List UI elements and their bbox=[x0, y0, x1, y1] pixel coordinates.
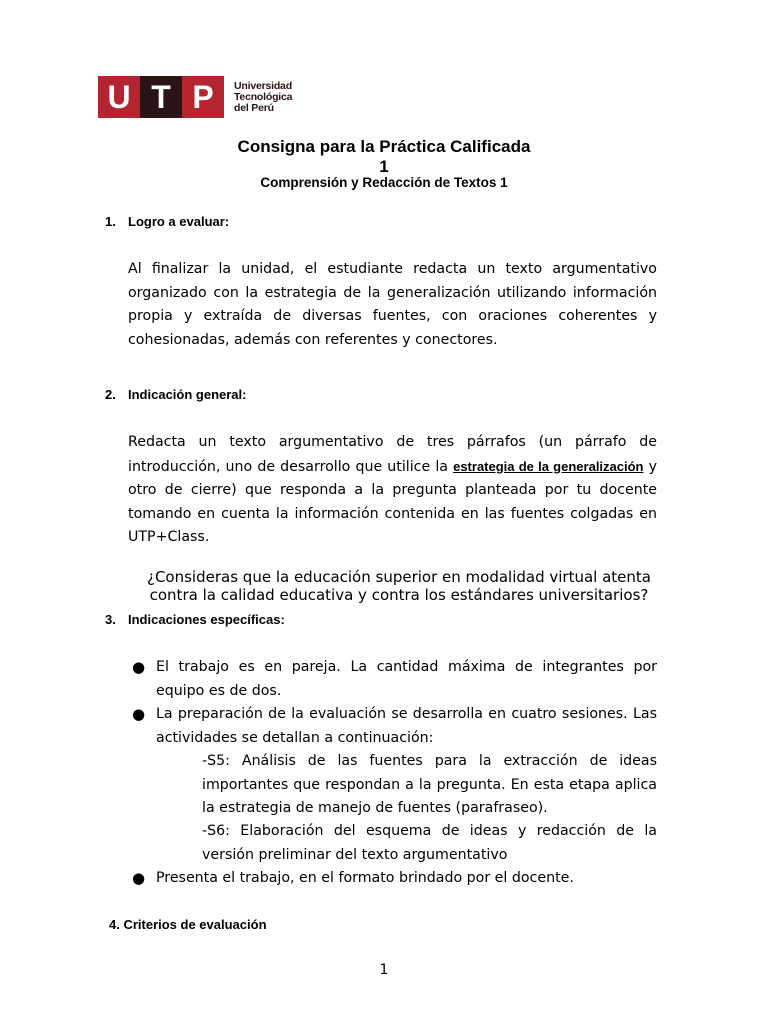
section-2-bold-strategy: estrategia de la generalización bbox=[453, 458, 644, 474]
section-2-paragraph bbox=[128, 431, 657, 550]
list-item-text: Presenta el trabajo, en el formato brindado por el docente. bbox=[156, 870, 574, 886]
logo-text-line: Tecnológica bbox=[234, 90, 293, 103]
utp-logo bbox=[98, 76, 292, 118]
section-1-paragraph: Al finalizar la unidad, el estudiante redacta un texto argumentativo organizado con la estrategia de la generalización utilizando información propia y extraída de diversas fuentes, con oraciones coherentes y cohesionadas, además con referentes y conectores. bbox=[128, 261, 657, 348]
logo-letter-t: T bbox=[140, 76, 182, 118]
section-2-title: Indicación general: bbox=[128, 387, 247, 402]
list-item bbox=[132, 867, 657, 891]
bullet-icon: ● bbox=[132, 658, 146, 676]
logo-letter-u: U bbox=[98, 76, 140, 118]
list-item bbox=[132, 656, 657, 703]
section-1-heading bbox=[105, 214, 229, 229]
section-2-heading bbox=[105, 387, 246, 402]
section-1-title: Logro a evaluar: bbox=[128, 214, 230, 229]
sub-item-s6: -S6: Elaboración del esquema de ideas y redacción de la versión preliminar del texto argumentativo bbox=[202, 823, 657, 863]
document-title-number: 1 bbox=[379, 157, 389, 176]
list-item-text: La preparación de la evaluación se desarrolla en cuatro sesiones. Las actividades se detallan a continuación: bbox=[156, 706, 657, 746]
document-title: Consigna para la Práctica Calificada bbox=[237, 137, 531, 156]
section-2-text-after: y otro de cierre) que responda a la pregunta planteada por tu docente tomando en cuenta la información contenida en las fuentes colgadas en UTP+Class. bbox=[128, 458, 658, 545]
section-1-number: 1. bbox=[105, 214, 116, 229]
document-subtitle: Comprensión y Redacción de Textos 1 bbox=[260, 175, 508, 190]
page-number: 1 bbox=[379, 962, 389, 978]
bullet-icon: ● bbox=[132, 705, 146, 723]
section-3-heading bbox=[105, 612, 285, 627]
list-item-text: El trabajo es en pareja. La cantidad máxima de integrantes por equipo es de dos. bbox=[156, 659, 657, 699]
list-item bbox=[132, 703, 657, 750]
section-2-number: 2. bbox=[105, 387, 116, 402]
section-3-title: Indicaciones específicas: bbox=[128, 612, 285, 627]
section-2-text-before: Redacta un texto argumentativo de tres párrafos (un párrafo de introducción, uno de desarrollo que utilice la bbox=[128, 434, 657, 475]
section-3-number: 3. bbox=[105, 612, 116, 627]
section-4-heading: 4. Criterios de evaluación bbox=[109, 917, 267, 932]
guiding-question: ¿Consideras que la educación superior en modalidad virtual atenta contra la calidad educativa y contra los estándares universitarios? bbox=[147, 568, 651, 604]
logo-text-line: del Perú bbox=[234, 101, 274, 114]
sub-item-s5: -S5: Análisis de las fuentes para la extracción de ideas importantes que respondan a la pregunta. En esta etapa aplica la estrategia de manejo de fuentes (parafraseo). bbox=[202, 753, 657, 816]
bullet-icon: ● bbox=[132, 869, 146, 887]
logo-text bbox=[234, 81, 292, 114]
logo-letter-p: P bbox=[182, 76, 224, 118]
logo-text-line: Universidad bbox=[234, 79, 292, 92]
